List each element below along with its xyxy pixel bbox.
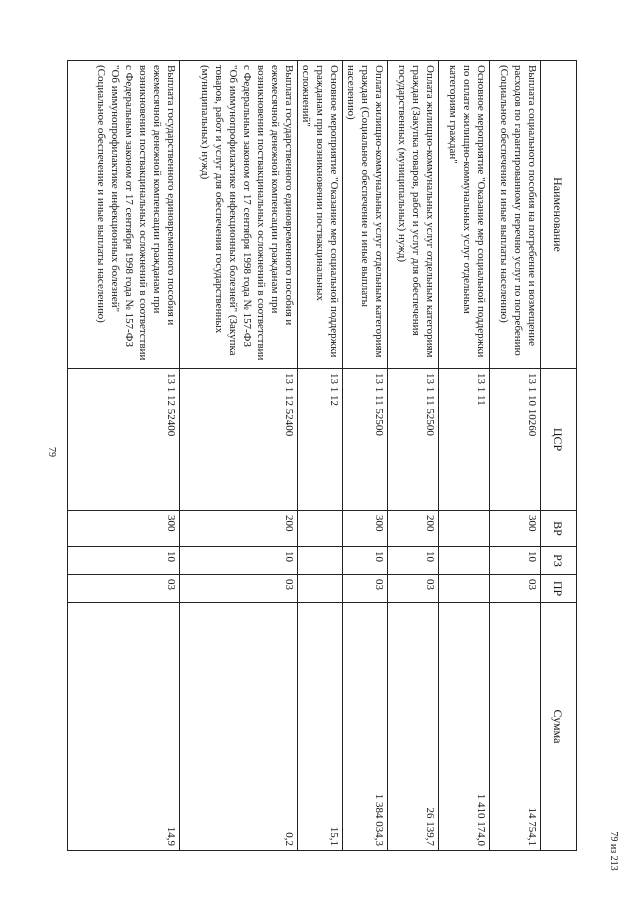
row-vr <box>298 511 343 547</box>
header-csr: ЦСР <box>541 369 577 511</box>
row-rz: 10 <box>180 547 298 575</box>
row-sum: 26 139,7 <box>388 603 439 851</box>
header-rz: РЗ <box>541 547 577 575</box>
table-row <box>343 61 388 851</box>
header-name: Наименование <box>541 61 577 369</box>
row-pr: 03 <box>180 575 298 603</box>
row-vr: 300 <box>490 511 541 547</box>
header-vr: ВР <box>541 511 577 547</box>
row-name: Выплата государственного единовременного пособия и ежемесячной денежной компенсации гражданам при возникновении поствакцинальных осложнений в соответствии с Федеральным законом от 17 сентября 1998 года № 157-ФЗ "Об иммунопрофилактике инфекционных болезней" (Социальное обеспечение и иные выплаты населению) <box>68 61 180 369</box>
row-name: Оплата жилищно-коммунальных услуг отдельным категориям граждан (Закупка товаров, работ и услуг для обеспечения государственных (муниципальных) нужд) <box>388 61 439 369</box>
row-csr: 13 1 11 52500 <box>388 369 439 511</box>
row-rz: 10 <box>68 547 180 575</box>
row-pr <box>439 575 490 603</box>
row-csr: 13 1 12 52400 <box>180 369 298 511</box>
header-pr: ПР <box>541 575 577 603</box>
row-csr: 13 1 11 <box>439 369 490 511</box>
row-name: Выплата государственного единовременного пособия и ежемесячной денежной компенсации гражданам при возникновении поствакцинальных осложнений в соответствии с Федеральным законом от 17 сентября 1998 года № 157-ФЗ "Об иммунопрофилактике инфекционных болезней" (Закупка товаров, работ и услуг для обеспечения государственных (муниципальных) нужд) <box>180 61 298 369</box>
row-name: Выплата социального пособия на погребение и возмещение расходов по гарантированному перечню услуг по погребению (Социальное обеспечение и иные выплаты населению) <box>490 61 541 369</box>
table-row <box>490 61 541 851</box>
row-name: Оплата жилищно-коммунальных услуг отдельным категориям граждан (Социальное обеспечение и иные выплаты населению) <box>343 61 388 369</box>
row-csr: 13 1 10 10260 <box>490 369 541 511</box>
row-vr: 300 <box>343 511 388 547</box>
row-pr: 03 <box>68 575 180 603</box>
row-rz: 10 <box>490 547 541 575</box>
row-csr: 13 1 11 52500 <box>343 369 388 511</box>
row-name: Основное мероприятие "Оказание мер социальной поддержки гражданам при возникновении поствакцинальных осложнений" <box>298 61 343 369</box>
table-row <box>180 61 298 851</box>
row-pr: 03 <box>343 575 388 603</box>
row-rz <box>439 547 490 575</box>
budget-table <box>67 60 577 851</box>
table-row <box>298 61 343 851</box>
row-rz: 10 <box>343 547 388 575</box>
header-sum: Сумма <box>541 603 577 851</box>
row-sum: 1 384 034,3 <box>343 603 388 851</box>
row-csr: 13 1 12 <box>298 369 343 511</box>
row-pr <box>298 575 343 603</box>
page-number: 79 <box>46 447 57 457</box>
row-pr: 03 <box>490 575 541 603</box>
row-vr: 300 <box>68 511 180 547</box>
row-vr <box>439 511 490 547</box>
row-vr: 200 <box>388 511 439 547</box>
budget-table-container <box>85 60 577 850</box>
table-header-row <box>541 61 577 851</box>
row-sum: 1 410 174,0 <box>439 603 490 851</box>
page-footer: 79 из 213 <box>608 831 619 871</box>
row-sum: 14,9 <box>68 603 180 851</box>
row-sum: 15,1 <box>298 603 343 851</box>
budget-table-rotated <box>85 60 577 850</box>
row-vr: 200 <box>180 511 298 547</box>
row-rz <box>298 547 343 575</box>
row-pr: 03 <box>388 575 439 603</box>
row-rz: 10 <box>388 547 439 575</box>
table-row <box>439 61 490 851</box>
table-row <box>68 61 180 851</box>
table-row <box>388 61 439 851</box>
row-name: Основное мероприятие "Оказание мер социальной поддержки по оплате жилищно-коммунальных услуг отдельным категориям граждан" <box>439 61 490 369</box>
row-sum: 14 754,1 <box>490 603 541 851</box>
row-csr: 13 1 12 52400 <box>68 369 180 511</box>
row-sum: 0,2 <box>180 603 298 851</box>
